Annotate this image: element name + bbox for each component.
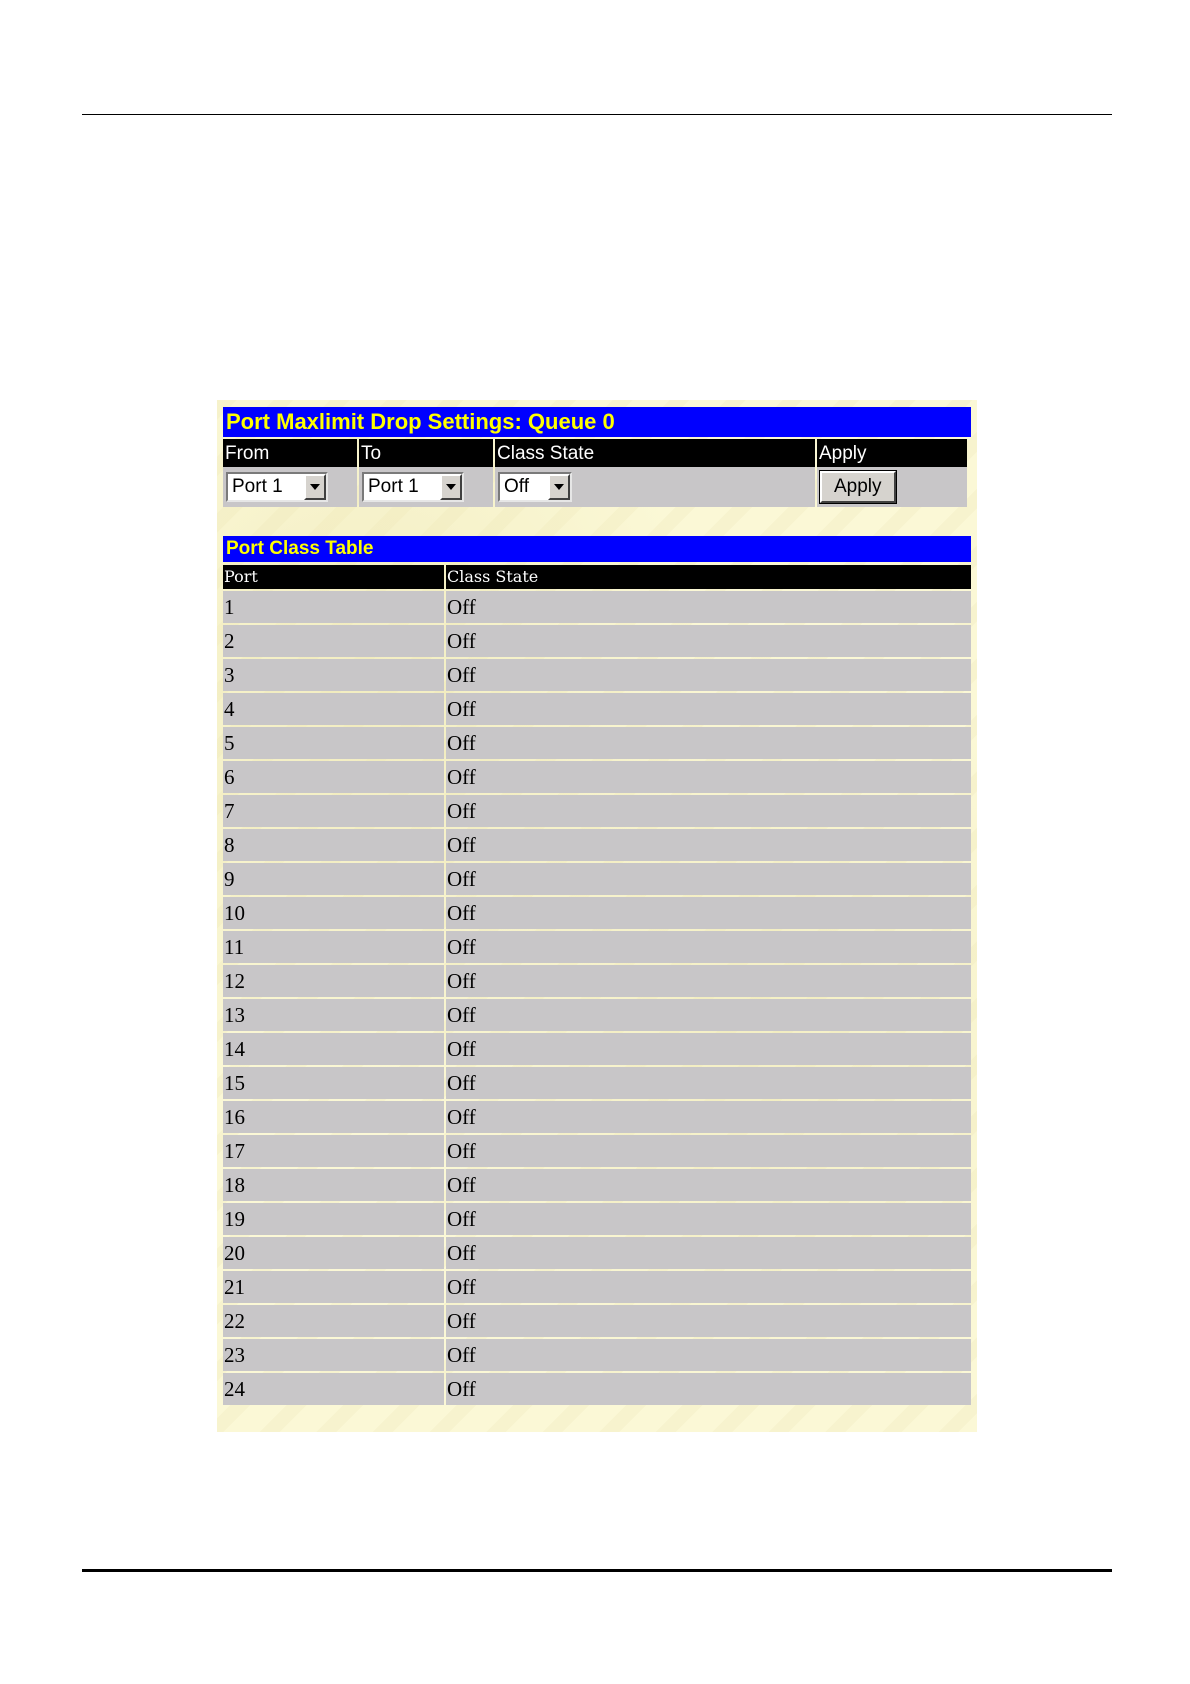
port-cell: 17	[223, 1135, 444, 1167]
port-cell: 12	[223, 965, 444, 997]
port-cell: 6	[223, 761, 444, 793]
page-footer-rule	[82, 1569, 1112, 1572]
class-state-cell	[495, 467, 815, 507]
port-cell: 20	[223, 1237, 444, 1269]
state-cell: Off	[446, 1339, 971, 1371]
table-row	[223, 1169, 971, 1201]
state-cell: Off	[446, 1135, 971, 1167]
chevron-down-icon[interactable]	[440, 474, 462, 500]
port-cell: 4	[223, 693, 444, 725]
table-row	[223, 999, 971, 1031]
state-cell: Off	[446, 1373, 971, 1405]
table-row	[223, 693, 971, 725]
table-row	[223, 795, 971, 827]
to-port-select[interactable]	[362, 472, 464, 502]
state-cell: Off	[446, 1033, 971, 1065]
state-cell: Off	[446, 1305, 971, 1337]
state-cell: Off	[446, 897, 971, 929]
settings-title: Port Maxlimit Drop Settings: Queue 0	[223, 407, 971, 437]
table-row	[223, 897, 971, 929]
port-class-table-title: Port Class Table	[223, 536, 971, 562]
class-table-header-row	[223, 565, 971, 589]
table-row	[223, 1033, 971, 1065]
table-row	[223, 1271, 971, 1303]
state-cell: Off	[446, 829, 971, 861]
port-cell: 19	[223, 1203, 444, 1235]
screenshot-panel	[217, 400, 977, 1432]
state-cell: Off	[446, 1237, 971, 1269]
table-row	[223, 965, 971, 997]
table-row	[223, 863, 971, 895]
port-cell: 14	[223, 1033, 444, 1065]
port-cell: 5	[223, 727, 444, 759]
chevron-down-icon[interactable]	[548, 474, 570, 500]
state-cell: Off	[446, 625, 971, 657]
to-header: To	[359, 439, 493, 467]
table-row	[223, 1305, 971, 1337]
state-cell: Off	[446, 863, 971, 895]
table-row	[223, 1067, 971, 1099]
state-cell: Off	[446, 1271, 971, 1303]
table-row	[223, 761, 971, 793]
table-row	[223, 625, 971, 657]
from-port-select[interactable]	[226, 472, 328, 502]
port-cell: 15	[223, 1067, 444, 1099]
settings-input-row	[223, 467, 967, 507]
state-cell: Off	[446, 795, 971, 827]
page-header-rule	[82, 114, 1112, 115]
table-row	[223, 1373, 971, 1405]
state-cell: Off	[446, 591, 971, 623]
to-port-value: Port 1	[368, 476, 419, 497]
state-cell: Off	[446, 727, 971, 759]
apply-cell	[817, 467, 967, 507]
port-cell: 9	[223, 863, 444, 895]
port-cell: 3	[223, 659, 444, 691]
port-cell: 11	[223, 931, 444, 963]
class-state-select[interactable]	[498, 472, 572, 502]
port-cell: 23	[223, 1339, 444, 1371]
state-cell: Off	[446, 1067, 971, 1099]
port-cell: 22	[223, 1305, 444, 1337]
port-column-header: Port	[223, 565, 444, 589]
table-row	[223, 1237, 971, 1269]
settings-header-row	[223, 439, 967, 467]
port-cell: 2	[223, 625, 444, 657]
class-state-header: Class State	[495, 439, 815, 467]
table-row	[223, 1135, 971, 1167]
table-row	[223, 829, 971, 861]
table-row	[223, 1339, 971, 1371]
state-cell: Off	[446, 659, 971, 691]
port-cell: 24	[223, 1373, 444, 1405]
state-cell: Off	[446, 1203, 971, 1235]
port-cell: 16	[223, 1101, 444, 1133]
port-cell: 7	[223, 795, 444, 827]
state-cell: Off	[446, 1169, 971, 1201]
chevron-down-icon[interactable]	[304, 474, 326, 500]
state-cell: Off	[446, 965, 971, 997]
port-cell: 10	[223, 897, 444, 929]
from-header: From	[223, 439, 357, 467]
state-cell: Off	[446, 761, 971, 793]
port-cell: 8	[223, 829, 444, 861]
port-cell: 21	[223, 1271, 444, 1303]
port-cell: 18	[223, 1169, 444, 1201]
from-cell	[223, 467, 357, 507]
port-cell: 13	[223, 999, 444, 1031]
state-cell: Off	[446, 693, 971, 725]
state-cell: Off	[446, 1101, 971, 1133]
port-class-table	[221, 563, 973, 1407]
from-port-value: Port 1	[232, 476, 283, 497]
class-state-column-header: Class State	[446, 565, 971, 589]
table-row	[223, 931, 971, 963]
table-row	[223, 727, 971, 759]
table-row	[223, 659, 971, 691]
apply-button[interactable]: Apply	[820, 471, 896, 503]
apply-header: Apply	[817, 439, 967, 467]
table-row	[223, 1101, 971, 1133]
class-state-value: Off	[504, 476, 529, 497]
port-cell: 1	[223, 591, 444, 623]
to-cell	[359, 467, 493, 507]
table-row	[223, 591, 971, 623]
settings-form-table	[221, 439, 969, 507]
state-cell: Off	[446, 999, 971, 1031]
state-cell: Off	[446, 931, 971, 963]
table-row	[223, 1203, 971, 1235]
